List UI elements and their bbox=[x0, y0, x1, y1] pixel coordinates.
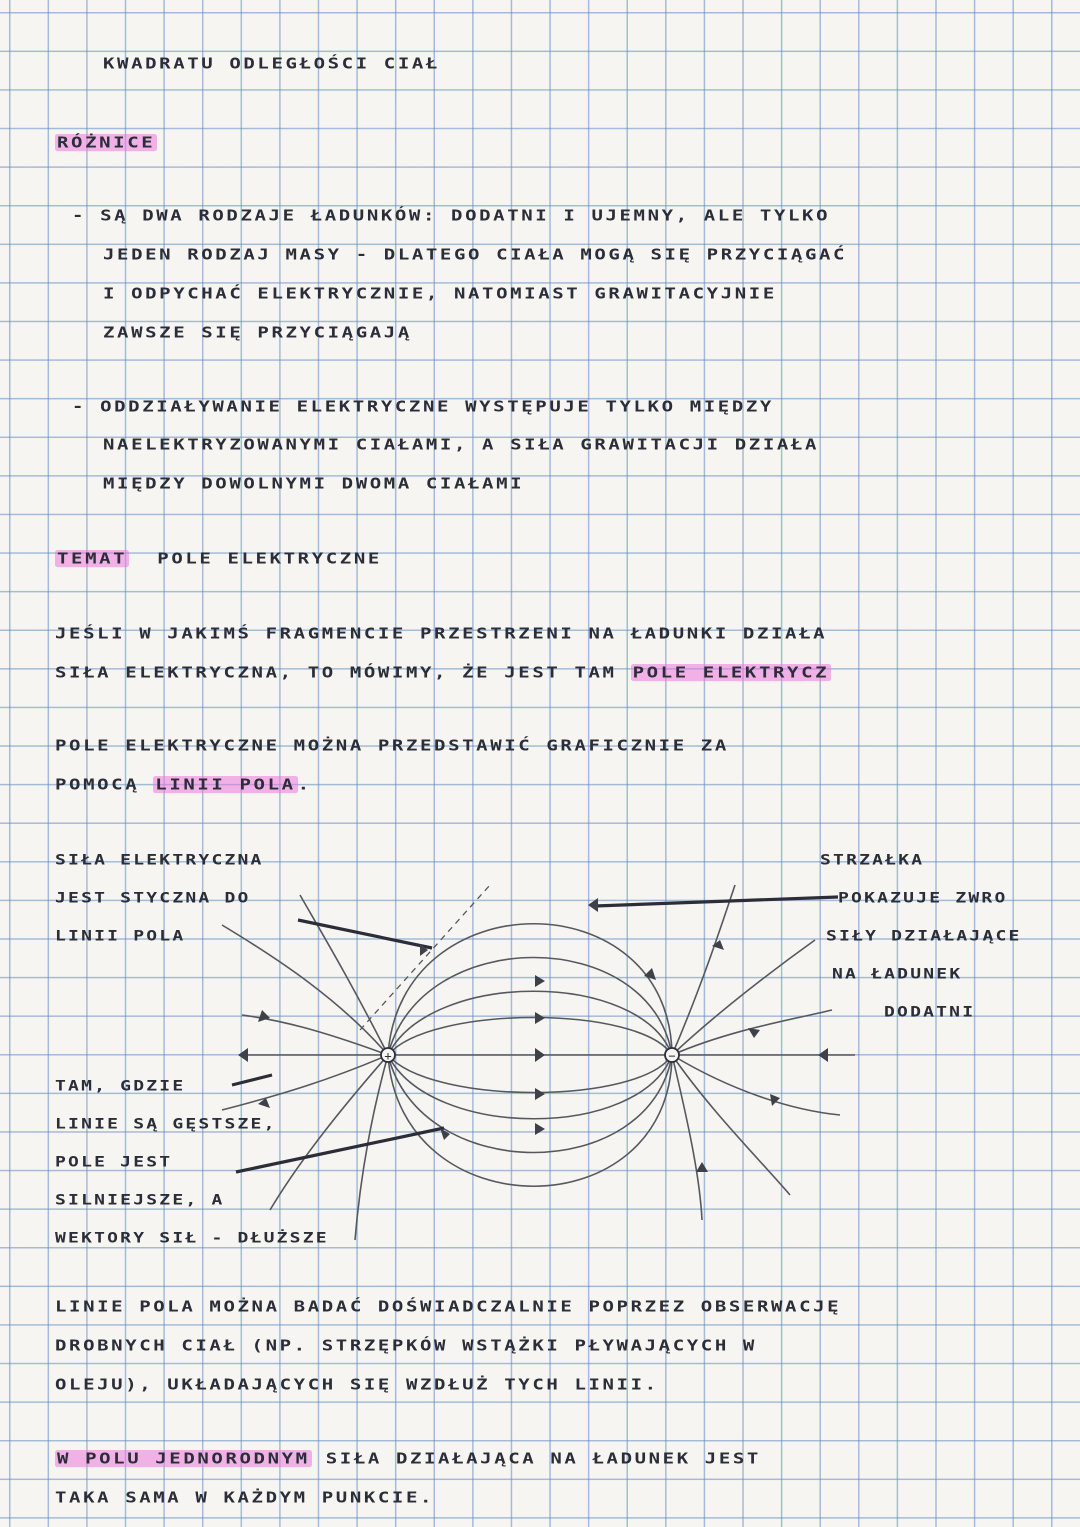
note-line: JEŚLI W JAKIMŚ FRAGMENCIE PRZESTRZENI NA ŁADUNKI DZIAŁA bbox=[55, 625, 828, 643]
field-line bbox=[672, 1055, 790, 1195]
note-line: OLEJU), UKŁADAJĄCYCH SIĘ WZDŁUŻ TYCH LINII. bbox=[55, 1376, 659, 1394]
note-line: LINIE POLA MOŻNA BADAĆ DOŚWIADCZALNIE POPRZEZ OBSERWACJĘ bbox=[55, 1298, 842, 1316]
pointer-line bbox=[298, 920, 432, 948]
graph-text: POMOCĄ bbox=[55, 776, 140, 794]
field-line bbox=[672, 885, 735, 1055]
diagram-label: LINIE SĄ GĘSTSZE, bbox=[55, 1116, 277, 1133]
positive-charge-sign: + bbox=[384, 1049, 392, 1063]
note-line: DROBNYCH CIAŁ (NP. STRZĘPKÓW WSTĄŻKI PŁYWAJĄCYCH W bbox=[55, 1337, 757, 1355]
arrowhead bbox=[258, 1010, 270, 1022]
diagram-label: NA ŁADUNEK bbox=[832, 966, 963, 983]
pointer-line bbox=[595, 897, 838, 906]
field-line bbox=[672, 940, 815, 1055]
def-text: SIŁA ELEKTRYCZNA, TO MÓWIMY, ŻE JEST TAM bbox=[55, 664, 617, 682]
diagram-label: TAM, GDZIE bbox=[55, 1078, 186, 1095]
field-line bbox=[242, 1015, 388, 1055]
note-line bbox=[55, 1450, 761, 1467]
note-line: - ODDZIAŁYWANIE ELEKTRYCZNE WYSTĘPUJE TYLKO MIĘDZY bbox=[72, 398, 774, 416]
field-line bbox=[222, 925, 388, 1055]
note-line: TAKA SAMA W KAŻDYM PUNKCIE. bbox=[55, 1489, 435, 1507]
field-line bbox=[388, 1018, 672, 1056]
pointer-line bbox=[232, 1075, 272, 1085]
arrowhead bbox=[696, 1162, 708, 1172]
field-line bbox=[388, 991, 672, 1055]
arrowhead bbox=[818, 1048, 828, 1062]
topic-title: POLE ELEKTRYCZNE bbox=[157, 550, 382, 568]
diagram-label: DODATNI bbox=[884, 1004, 976, 1021]
linii-pola-highlight: LINII POLA bbox=[155, 776, 296, 794]
note-line: POLE ELEKTRYCZNE MOŻNA PRZEDSTAWIĆ GRAFICZNIE ZA bbox=[55, 737, 729, 755]
uniform-text: SIŁA DZIAŁAJĄCA NA ŁADUNEK JEST bbox=[325, 1450, 761, 1468]
note-line: NAELEKTRYZOWANYMI CIAŁAMI, A SIŁA GRAWITACJI DZIAŁA bbox=[103, 436, 819, 454]
note-line: I ODPYCHAĆ ELEKTRYCZNIE, NATOMIAST GRAWITACYJNIE bbox=[103, 285, 777, 303]
diagram-label: WEKTORY SIŁ - DŁUŻSZE bbox=[55, 1230, 329, 1247]
diagram-label: SIŁA ELEKTRYCZNA bbox=[55, 852, 264, 869]
diagram-label: POLE JEST bbox=[55, 1154, 173, 1171]
field-line bbox=[388, 1055, 672, 1093]
graph-text-end: . bbox=[297, 776, 312, 794]
pointer-line bbox=[236, 1128, 444, 1172]
differences-heading-highlight: RÓŻNICE bbox=[57, 134, 156, 152]
note-line: JEDEN RODZAJ MASY - DLATEGO CIAŁA MOGĄ SIĘ PRZYCIĄGAĆ bbox=[103, 246, 848, 264]
field-line bbox=[388, 1055, 672, 1153]
topic-prefix: TEMAT bbox=[57, 550, 128, 568]
field-line bbox=[388, 1055, 672, 1119]
diagram-label: POKAZUJE ZWRO bbox=[838, 890, 1008, 907]
diagram-label: STRZAŁKA bbox=[820, 852, 925, 869]
field-line bbox=[355, 1055, 388, 1240]
note-line: MIĘDZY DOWOLNYMI DWOMA CIAŁAMI bbox=[103, 475, 525, 493]
diagram-label: SIŁY DZIAŁAJĄCE bbox=[826, 928, 1022, 945]
note-line: ZAWSZE SIĘ PRZYCIĄGAJĄ bbox=[103, 324, 412, 342]
note-line: KWADRATU ODLEGŁOŚCI CIAŁ bbox=[103, 55, 440, 73]
negative-charge-sign: − bbox=[668, 1049, 676, 1063]
diagram-label: JEST STYCZNA DO bbox=[55, 890, 251, 907]
arrowhead bbox=[748, 1028, 760, 1038]
field-line bbox=[672, 1055, 840, 1115]
arrowhead bbox=[535, 1048, 545, 1062]
field-line bbox=[300, 895, 388, 1055]
field-line bbox=[672, 1055, 702, 1220]
pole-highlight: POLE ELEKTRYCZ bbox=[632, 664, 830, 682]
diagram-label: LINII POLA bbox=[55, 928, 186, 945]
field-line bbox=[388, 958, 672, 1056]
note-line: - SĄ DWA RODZAJE ŁADUNKÓW: DODATNI I UJEMNY, ALE TYLKO bbox=[72, 207, 831, 225]
arrowhead bbox=[535, 975, 545, 987]
arrowhead bbox=[535, 1012, 545, 1024]
diagram-label: SILNIEJSZE, A bbox=[55, 1192, 225, 1209]
tangent-line bbox=[360, 885, 490, 1030]
arrowhead bbox=[770, 1094, 780, 1106]
arrowhead bbox=[588, 898, 598, 912]
arrowhead bbox=[535, 1088, 545, 1100]
arrowhead bbox=[238, 1048, 248, 1062]
uniform-field-highlight: W POLU JEDNORODNYM bbox=[57, 1450, 310, 1468]
arrowhead bbox=[535, 1123, 545, 1135]
